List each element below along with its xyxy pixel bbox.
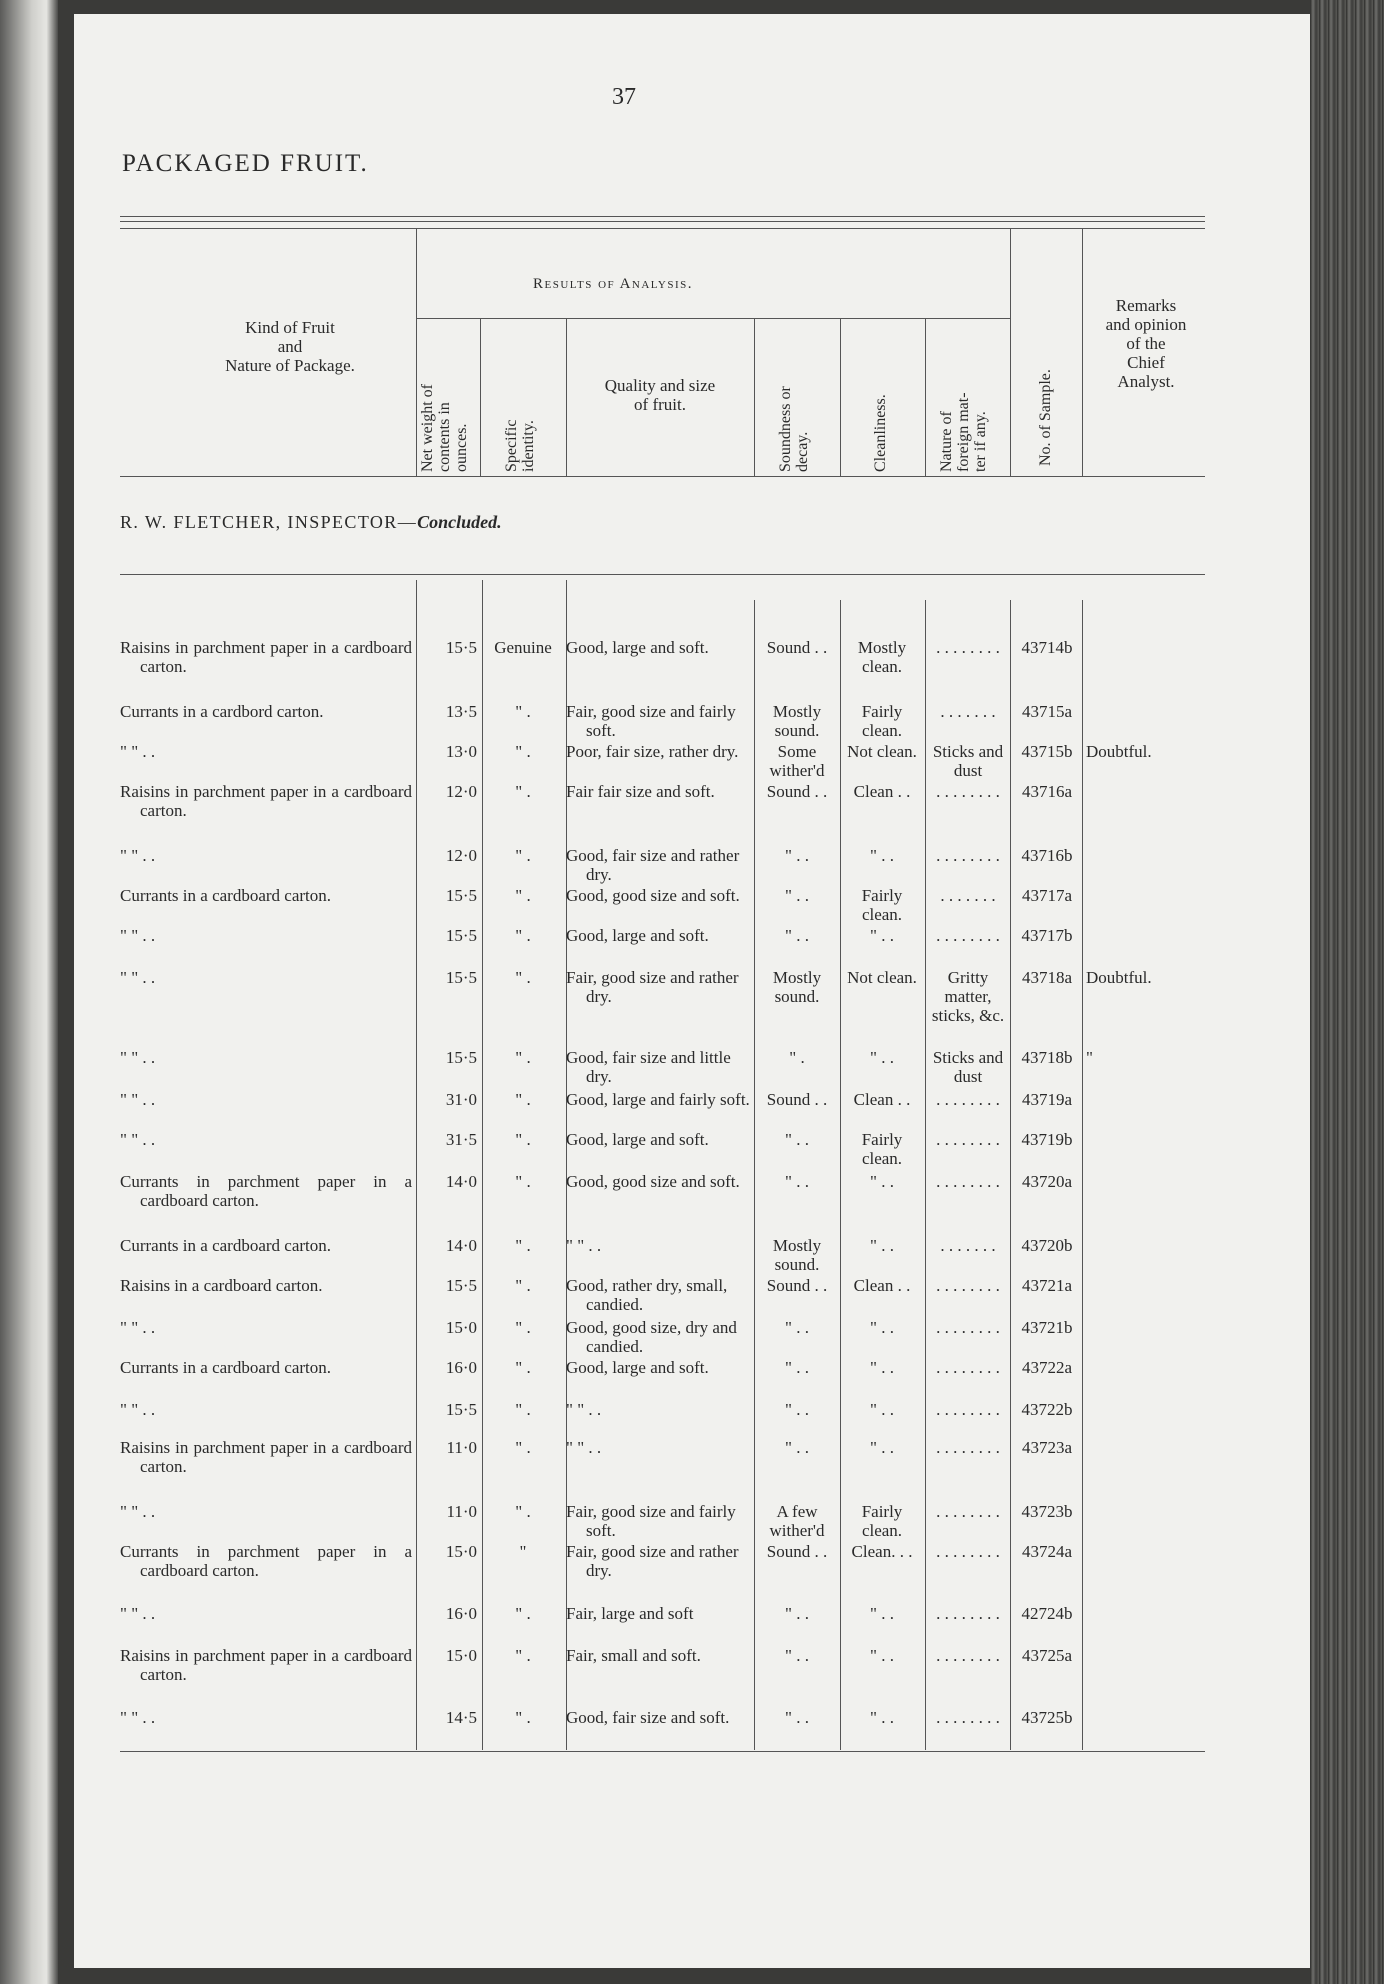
row-kind: Currants in a cardboard carton.: [120, 1358, 331, 1377]
row-weight: 15·5: [445, 886, 477, 905]
row-sample-number: 43718b: [1021, 1048, 1073, 1067]
row-kind: Currants in parchment paper in a cardboard carton.: [120, 1172, 412, 1210]
row-foreign-matter: . . . . . . . .: [936, 1502, 1000, 1521]
row-kind: " " . .: [120, 926, 156, 945]
row-cleanliness: " . .: [870, 1048, 894, 1067]
row-foreign-matter: . . . . . . . .: [936, 1400, 1000, 1419]
row-kind: " " . .: [120, 1708, 156, 1727]
row-soundness: Sound . .: [766, 1542, 828, 1561]
row-identity: " .: [515, 1172, 531, 1191]
header-divider: [840, 318, 841, 476]
header-quality-line: Quality and size: [604, 376, 716, 395]
row-soundness: " . .: [785, 1708, 809, 1727]
row-sample-number: 42724b: [1021, 1604, 1073, 1623]
row-cleanliness: Fairly clean.: [861, 1502, 903, 1540]
row-weight: 15·5: [445, 638, 477, 657]
row-sample-number: 43719a: [1021, 1090, 1073, 1109]
row-weight: 13·5: [445, 702, 477, 721]
row-weight: 11·0: [446, 1438, 477, 1457]
row-sample-number: 43721b: [1021, 1318, 1073, 1337]
row-soundness: " . .: [785, 1400, 809, 1419]
row-sample-number: 43716a: [1021, 782, 1073, 801]
row-remarks: Doubtful.: [1086, 742, 1152, 761]
row-weight: 16·0: [445, 1604, 477, 1623]
row-foreign-matter: . . . . . . . .: [936, 1604, 1000, 1623]
row-identity: " .: [515, 1236, 531, 1255]
row-sample-number: 43722a: [1021, 1358, 1073, 1377]
row-soundness: A few wither'd: [769, 1502, 825, 1540]
header-divider: [1010, 228, 1011, 476]
row-soundness: " . .: [785, 1172, 809, 1191]
row-kind: Currants in a cardboard carton.: [120, 1236, 331, 1255]
row-quality: Good, good size, dry and candied.: [566, 1318, 737, 1356]
header-divider: [1082, 228, 1083, 476]
header-divider: [925, 318, 926, 476]
row-cleanliness: " . .: [870, 1236, 894, 1255]
header-specific-identity: Specific identity.: [503, 419, 537, 472]
row-quality: Good, fair size and soft.: [566, 1708, 730, 1727]
row-identity: " .: [515, 1646, 531, 1665]
row-sample-number: 43717b: [1021, 926, 1073, 945]
row-foreign-matter: Gritty matter, sticks, &c.: [931, 968, 1005, 1025]
header-results-of-analysis: Results of Analysis.: [533, 276, 693, 292]
row-identity: ": [519, 1542, 527, 1561]
row-quality: Fair, large and soft: [566, 1604, 694, 1623]
row-sample-number: 43725a: [1021, 1646, 1073, 1665]
row-quality: Fair fair size and soft.: [566, 782, 715, 801]
row-foreign-matter: . . . . . . . .: [936, 926, 1000, 945]
row-quality: Good, good size and soft.: [566, 886, 740, 905]
row-foreign-matter: . . . . . . . .: [936, 1542, 1000, 1561]
row-cleanliness: Clean . .: [853, 1090, 911, 1109]
row-weight: 14·0: [445, 1236, 477, 1255]
body-top-rule: [120, 574, 1205, 575]
row-sample-number: 43717a: [1021, 886, 1073, 905]
row-foreign-matter: . . . . . . .: [940, 702, 996, 721]
row-foreign-matter: Sticks and dust: [932, 1048, 1004, 1086]
row-quality: Good, large and fairly soft.: [566, 1090, 750, 1109]
row-kind: " " . .: [120, 1604, 156, 1623]
row-cleanliness: " . .: [870, 1400, 894, 1419]
page-title: PACKAGED FRUIT.: [122, 150, 369, 177]
row-foreign-matter: . . . . . . .: [940, 1236, 996, 1255]
row-foreign-matter: . . . . . . .: [940, 886, 996, 905]
row-remarks: ": [1086, 1048, 1093, 1067]
row-weight: 15·5: [445, 1400, 477, 1419]
row-quality: Good, fair size and rather dry.: [566, 846, 740, 884]
row-weight: 14·0: [445, 1172, 477, 1191]
row-identity: " .: [515, 1502, 531, 1521]
top-rule: [120, 216, 1205, 217]
row-cleanliness: " . .: [870, 1646, 894, 1665]
row-quality: Fair, good size and rather dry.: [566, 968, 739, 1006]
row-sample-number: 43721a: [1021, 1276, 1073, 1295]
row-soundness: Mostly sound.: [772, 1236, 822, 1274]
row-sample-number: 43723b: [1021, 1502, 1073, 1521]
book-spine: [1310, 0, 1384, 1984]
row-cleanliness: Not clean.: [847, 968, 917, 987]
row-remarks: Doubtful.: [1086, 968, 1152, 987]
row-cleanliness: Fairly clean.: [861, 886, 903, 924]
row-kind: " " . .: [120, 742, 156, 761]
row-sample-number: 43724a: [1021, 1542, 1073, 1561]
row-cleanliness: " . .: [870, 846, 894, 865]
header-net-weight: Net weight of contents in ounces.: [419, 384, 470, 472]
row-kind: Raisins in parchment paper in a cardboard carton.: [120, 1646, 412, 1684]
row-weight: 31·5: [445, 1130, 477, 1149]
row-weight: 15·0: [445, 1542, 477, 1561]
row-soundness: " .: [789, 1048, 805, 1067]
row-soundness: " . .: [785, 1646, 809, 1665]
row-kind: Raisins in a cardboard carton.: [120, 1276, 323, 1295]
row-weight: 12·0: [445, 846, 477, 865]
row-identity: " .: [515, 702, 531, 721]
row-quality: Fair, good size and rather dry.: [566, 1542, 739, 1580]
header-kind: [190, 318, 390, 375]
header-kind-line: Kind of Fruit: [245, 318, 335, 337]
row-weight: 15·5: [445, 968, 477, 987]
row-identity: " .: [515, 782, 531, 801]
row-quality: Fair, good size and fairly soft.: [566, 702, 736, 740]
row-quality: Good, large and soft.: [566, 1358, 709, 1377]
row-quality: Poor, fair size, rather dry.: [566, 742, 739, 761]
row-cleanliness: Fairly clean.: [861, 1130, 903, 1168]
row-identity: " .: [515, 1130, 531, 1149]
row-identity: " .: [515, 742, 531, 761]
row-weight: 15·0: [445, 1318, 477, 1337]
row-quality: Fair, good size and fairly soft.: [566, 1502, 736, 1540]
row-soundness: " . .: [785, 846, 809, 865]
row-kind: Currants in a cardboard carton.: [120, 886, 331, 905]
row-cleanliness: Clean . .: [853, 782, 911, 801]
column-divider: [1010, 600, 1011, 1750]
row-soundness: " . .: [785, 1318, 809, 1337]
table-bottom-rule: [120, 1751, 1205, 1752]
section-title: [120, 512, 502, 533]
row-identity: " .: [515, 926, 531, 945]
row-foreign-matter: . . . . . . . .: [936, 1172, 1000, 1191]
header-kind-line: Nature of Package.: [225, 356, 355, 375]
header-remarks-line: Remarks: [1115, 296, 1177, 315]
row-cleanliness: " . .: [870, 1172, 894, 1191]
row-identity: " .: [515, 1358, 531, 1377]
row-identity: " .: [515, 1276, 531, 1295]
row-weight: 13·0: [445, 742, 477, 761]
row-identity: " .: [515, 1400, 531, 1419]
row-soundness: " . .: [785, 926, 809, 945]
header-bottom-rule: [120, 476, 1205, 477]
row-weight: 31·0: [445, 1090, 477, 1109]
top-rule-3: [120, 228, 1205, 229]
row-weight: 15·5: [445, 1048, 477, 1067]
row-sample-number: 43719b: [1021, 1130, 1073, 1149]
row-kind: " " . .: [120, 1400, 156, 1419]
row-weight: 15·5: [445, 926, 477, 945]
row-weight: 15·5: [445, 1276, 477, 1295]
row-soundness: " . .: [785, 1358, 809, 1377]
row-identity: " .: [515, 1090, 531, 1109]
row-soundness: Sound . .: [766, 638, 828, 657]
row-foreign-matter: . . . . . . . .: [936, 1646, 1000, 1665]
row-weight: 15·0: [445, 1646, 477, 1665]
row-quality: Fair, small and soft.: [566, 1646, 701, 1665]
header-cleanliness: Cleanliness.: [872, 394, 889, 472]
row-foreign-matter: . . . . . . . .: [936, 1358, 1000, 1377]
row-cleanliness: Clean . .: [853, 1276, 911, 1295]
row-foreign-matter: . . . . . . . .: [936, 1318, 1000, 1337]
row-kind: Currants in parchment paper in a cardboard carton.: [120, 1542, 412, 1580]
row-foreign-matter: . . . . . . . .: [936, 782, 1000, 801]
row-sample-number: 43715b: [1021, 742, 1073, 761]
row-identity: " .: [515, 1708, 531, 1727]
row-identity: " .: [515, 1604, 531, 1623]
row-cleanliness: Not clean.: [847, 742, 917, 761]
row-weight: 14·5: [445, 1708, 477, 1727]
row-quality: " " . .: [566, 1400, 602, 1419]
row-soundness: " . .: [785, 886, 809, 905]
row-cleanliness: " . .: [870, 1708, 894, 1727]
header-foreign-matter: Nature of foreign mat- ter if any.: [938, 392, 989, 472]
row-identity: " .: [515, 1318, 531, 1337]
row-foreign-matter: Sticks and dust: [932, 742, 1004, 780]
row-soundness: " . .: [785, 1604, 809, 1623]
row-kind: Currants in a cardbord carton.: [120, 702, 324, 721]
section-dash: —: [397, 512, 418, 532]
header-quality-line: of fruit.: [634, 395, 686, 414]
row-weight: 11·0: [446, 1502, 477, 1521]
header-soundness: Soundness or decay.: [777, 386, 811, 472]
header-remarks-line: Chief: [1127, 353, 1165, 372]
row-quality: Good, large and soft.: [566, 638, 709, 657]
row-foreign-matter: . . . . . . . .: [936, 638, 1000, 657]
row-foreign-matter: . . . . . . . .: [936, 846, 1000, 865]
row-sample-number: 43715a: [1021, 702, 1073, 721]
row-kind: " " . .: [120, 1318, 156, 1337]
row-cleanliness: " . .: [870, 1318, 894, 1337]
row-cleanliness: " . .: [870, 1604, 894, 1623]
row-cleanliness: Clean. . .: [851, 1542, 913, 1561]
row-soundness: Mostly sound.: [772, 702, 822, 740]
row-sample-number: 43723a: [1021, 1438, 1073, 1457]
row-kind: Raisins in parchment paper in a cardboard carton.: [120, 638, 412, 676]
header-remarks-line: and opinion: [1105, 315, 1187, 334]
top-rule-2: [120, 221, 1205, 222]
row-soundness: Sound . .: [766, 782, 828, 801]
row-identity: " .: [515, 846, 531, 865]
row-kind: " " . .: [120, 846, 156, 865]
row-quality: Good, large and soft.: [566, 926, 709, 945]
row-kind: " " . .: [120, 1090, 156, 1109]
row-quality: Good, good size and soft.: [566, 1172, 740, 1191]
row-quality: " " . .: [566, 1236, 602, 1255]
section-suffix: Concluded.: [417, 512, 502, 532]
row-soundness: " . .: [785, 1438, 809, 1457]
row-foreign-matter: . . . . . . . .: [936, 1438, 1000, 1457]
row-foreign-matter: . . . . . . . .: [936, 1090, 1000, 1109]
row-cleanliness: " . .: [870, 1358, 894, 1377]
header-remarks-line: Analyst.: [1117, 372, 1175, 391]
results-underline: [416, 318, 1010, 319]
row-quality: Good, fair size and little dry.: [566, 1048, 731, 1086]
row-sample-number: 43718a: [1021, 968, 1073, 987]
row-sample-number: 43725b: [1021, 1708, 1073, 1727]
row-kind: Raisins in parchment paper in a cardboard carton.: [120, 782, 412, 820]
row-quality: " " . .: [566, 1438, 602, 1457]
row-foreign-matter: . . . . . . . .: [936, 1708, 1000, 1727]
row-kind: " " . .: [120, 1048, 156, 1067]
row-cleanliness: " . .: [870, 926, 894, 945]
facing-page-edge: [0, 0, 58, 1984]
row-soundness: Mostly sound.: [772, 968, 822, 1006]
row-kind: " " . .: [120, 968, 156, 987]
row-foreign-matter: . . . . . . . .: [936, 1276, 1000, 1295]
row-sample-number: 43722b: [1021, 1400, 1073, 1419]
header-divider: [480, 318, 481, 476]
header-quality: [570, 376, 750, 414]
header-divider: [566, 318, 567, 476]
row-soundness: Some wither'd: [769, 742, 825, 780]
row-identity: Genuine: [494, 638, 552, 657]
row-identity: " .: [515, 1048, 531, 1067]
row-weight: 16·0: [445, 1358, 477, 1377]
row-sample-number: 43716b: [1021, 846, 1073, 865]
header-divider: [754, 318, 755, 476]
row-quality: Good, rather dry, small, candied.: [566, 1276, 728, 1314]
row-sample-number: 43714b: [1021, 638, 1073, 657]
row-kind: " " . .: [120, 1502, 156, 1521]
row-soundness: Sound . .: [766, 1090, 828, 1109]
row-quality: Good, large and soft.: [566, 1130, 709, 1149]
header-divider: [416, 228, 417, 476]
inspector-name: R. W. FLETCHER, INSPECTOR: [120, 512, 398, 532]
row-cleanliness: Mostly clean.: [857, 638, 907, 676]
row-soundness: " . .: [785, 1130, 809, 1149]
row-cleanliness: Fairly clean.: [861, 702, 903, 740]
row-identity: " .: [515, 886, 531, 905]
row-identity: " .: [515, 1438, 531, 1457]
header-remarks: [1086, 296, 1206, 391]
row-foreign-matter: . . . . . . . .: [936, 1130, 1000, 1149]
row-cleanliness: " . .: [870, 1438, 894, 1457]
row-sample-number: 43720b: [1021, 1236, 1073, 1255]
row-weight: 12·0: [445, 782, 477, 801]
page-number: 37: [612, 84, 636, 110]
row-kind: Raisins in parchment paper in a cardboard carton.: [120, 1438, 412, 1476]
column-divider: [1082, 600, 1083, 1750]
row-identity: " .: [515, 968, 531, 987]
header-kind-line: and: [277, 337, 303, 356]
row-soundness: Sound . .: [766, 1276, 828, 1295]
header-sample-number: No. of Sample.: [1037, 369, 1054, 466]
header-remarks-line: of the: [1126, 334, 1166, 353]
row-sample-number: 43720a: [1021, 1172, 1073, 1191]
row-kind: " " . .: [120, 1130, 156, 1149]
